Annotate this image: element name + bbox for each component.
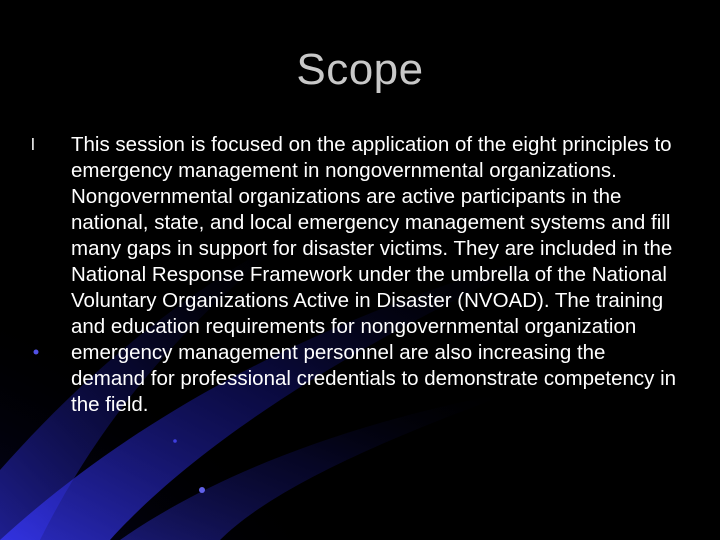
sparkle-dot bbox=[173, 439, 177, 443]
bullet-list bbox=[30, 132, 690, 418]
slide-title: Scope bbox=[296, 45, 424, 94]
sparkle-dot bbox=[199, 487, 205, 493]
bullet-item bbox=[30, 132, 690, 418]
bullet-text: This session is focused on the application of the eight principles to emergency management in nongovernmental organizations. Nongovernmental organizations are active participants in the national, state, and local emergency management systems and fill many gaps in support for disaster victims. They are included in the National Response Framework under the umbrella of the National Voluntary Organizations Active in Disaster (NVOAD). The training and education requirements for nongovernmental organization emergency management personnel are also increasing the demand for professional credentials to demonstrate competency in the field. bbox=[71, 133, 677, 416]
bullet-marker: l bbox=[31, 135, 35, 154]
